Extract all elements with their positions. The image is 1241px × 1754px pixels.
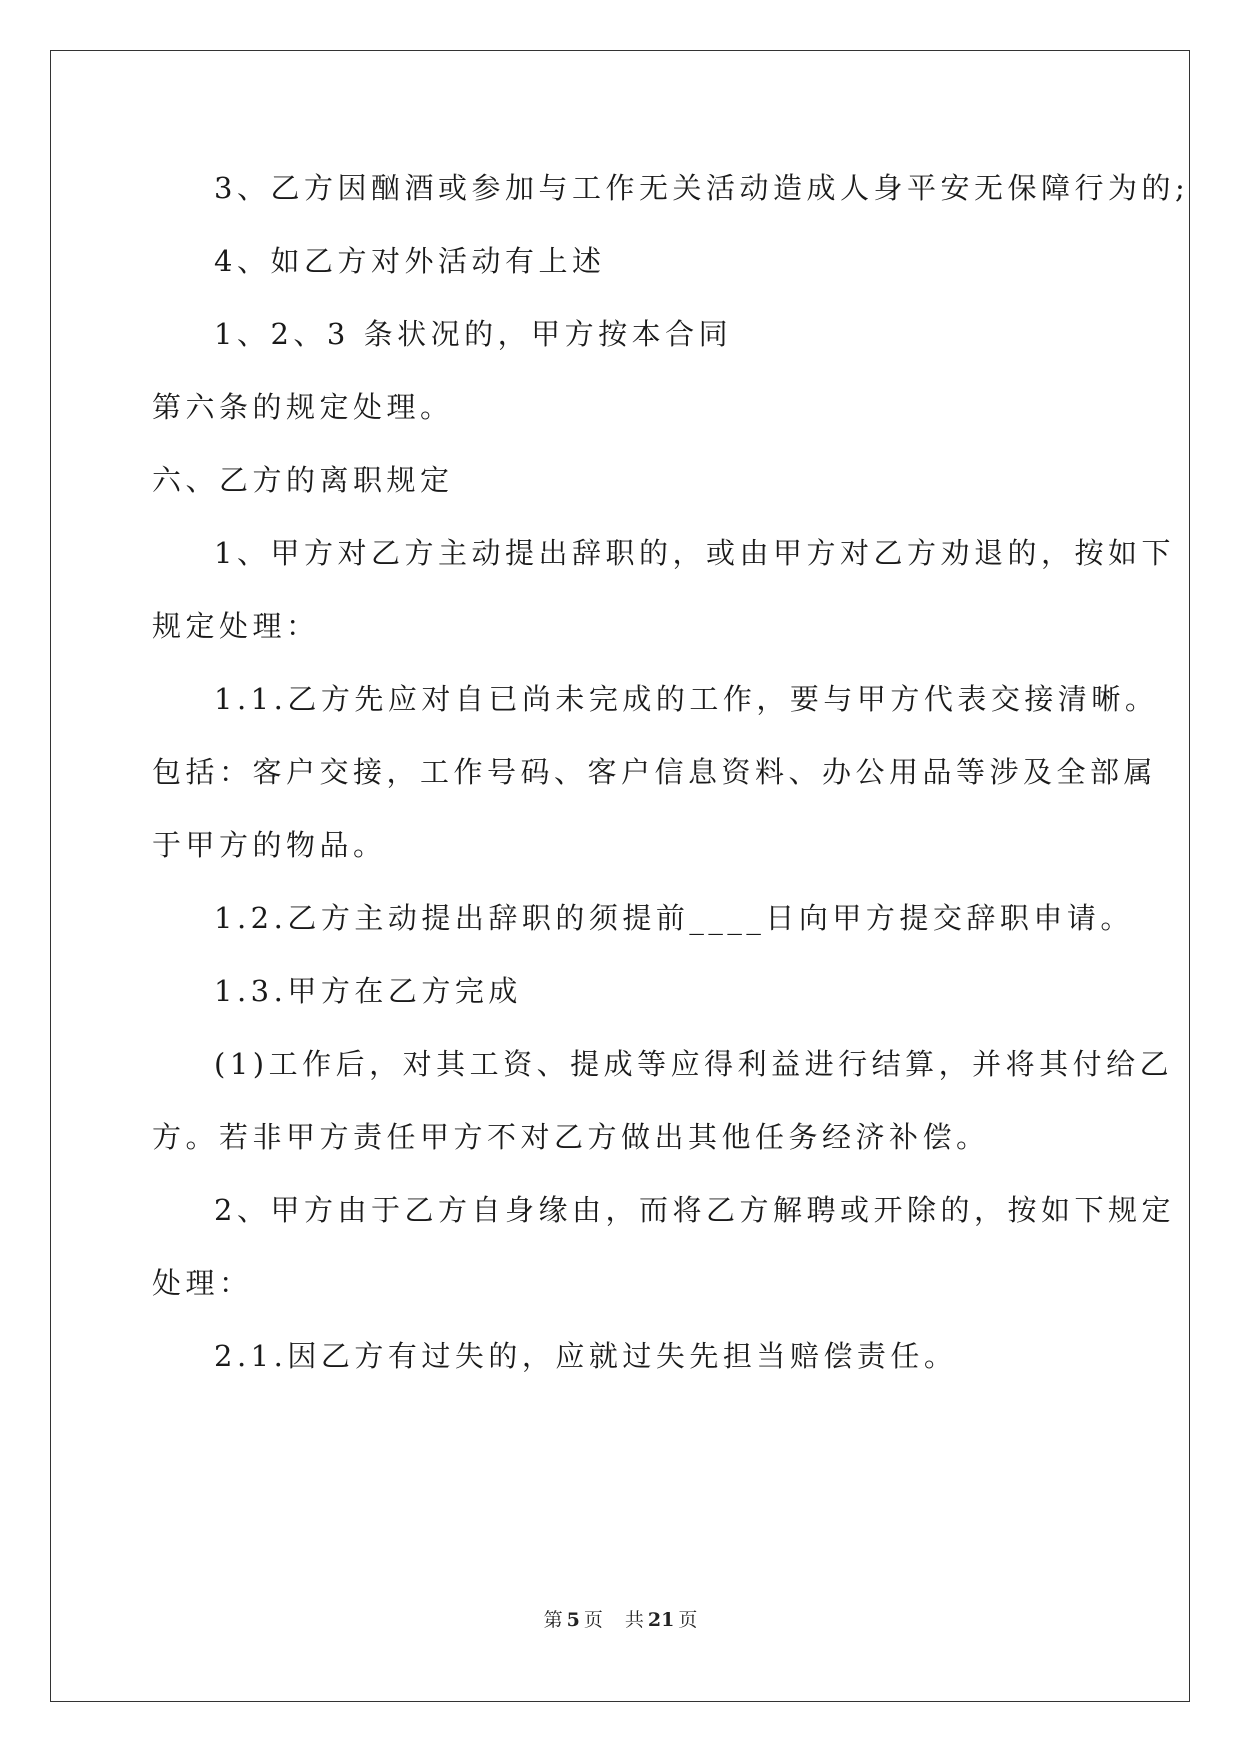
total-prefix: 共 (624, 1609, 644, 1631)
paragraph-line: 1、甲方对乙方主动提出辞职的，或由甲方对乙方劝退的，按如下 (214, 536, 1175, 570)
paragraph-line: 包括：客户交接，工作号码、客户信息资料、办公用品等涉及全部属 (152, 755, 1158, 789)
page-footer (0, 1608, 1241, 1632)
section-heading: 六、乙方的离职规定 (152, 463, 454, 497)
paragraph-line: 规定处理： (152, 609, 320, 643)
page-border (50, 50, 1190, 1702)
paragraph-line: 方。若非甲方责任甲方不对乙方做出其他任务经济补偿。 (152, 1120, 990, 1154)
paragraph-line: 4、如乙方对外活动有上述 (214, 244, 606, 278)
paragraph-line: (1)工作后，对其工资、提成等应得利益进行结算，并将其付给乙 (214, 1047, 1174, 1081)
paragraph-line: 1.2.乙方主动提出辞职的须提前____日向甲方提交辞职申请。 (214, 901, 1134, 935)
paragraph-line: 于甲方的物品。 (152, 828, 387, 862)
paragraph-line: 2、甲方由于乙方自身缘由，而将乙方解聘或开除的，按如下规定 (214, 1193, 1175, 1227)
page-unit: 页 (583, 1609, 603, 1631)
total-unit: 页 (678, 1609, 698, 1631)
page-total: 21 (647, 1609, 675, 1631)
paragraph-line: 1.1.乙方先应对自已尚未完成的工作，要与甲方代表交接清晰。 (214, 682, 1159, 716)
page-prefix: 第 (543, 1609, 563, 1631)
paragraph-line: 3、乙方因酗酒或参加与工作无关活动造成人身平安无保障行为的; (214, 171, 1190, 205)
page-current: 5 (566, 1609, 580, 1631)
paragraph-line: 2.1.因乙方有过失的，应就过失先担当赔偿责任。 (214, 1339, 958, 1373)
paragraph-line: 处理： (152, 1266, 253, 1300)
paragraph-line: 1、2、3 条状况的，甲方按本合同 (214, 317, 733, 351)
paragraph-line: 1.3.甲方在乙方完成 (214, 974, 522, 1008)
paragraph-line: 第六条的规定处理。 (152, 390, 454, 424)
